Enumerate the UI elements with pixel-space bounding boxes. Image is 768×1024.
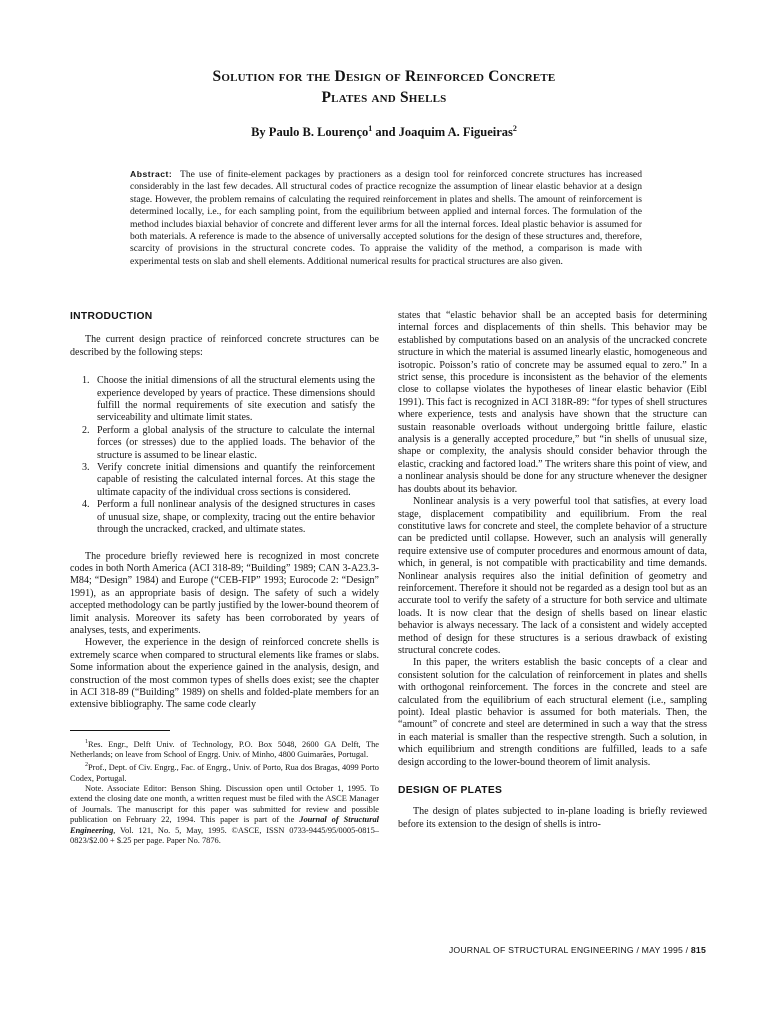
list-item bbox=[70, 375, 379, 425]
introduction-heading: INTRODUCTION bbox=[70, 311, 153, 322]
footnote-divider bbox=[70, 730, 170, 731]
editorial-note-a: Note. Associate Editor: Benson Shing. Discussion open until October 1, 1995. To extend the closing date one month, a written request must be filed with the ASCE Manager of Journals. The manuscript for this paper was submitted for review and possible publication on February 22, 1994. This paper is part of the bbox=[70, 784, 379, 825]
byline-first-author: By Paulo B. Lourenço bbox=[251, 125, 369, 140]
body-paragraph: In this paper, the writers establish the basic concepts of a clear and consistent solution for the calculation of reinforcement in plates and shells with orthogonal reinforcement. The forces in the concrete and steel are calculated from the equilibrium of each structural element (i.e., sampling point). Ideal plastic behavior is assumed for both materials. Then, the “amount” of concrete and steel are determined in such a way that the stress in each material is smaller than the respective strength. Such a solution, in which equilibrium and strength conditions are fulfilled, leads to a safe design according to the lower-bound theorem of limit analysis. bbox=[398, 657, 707, 768]
step-text: Choose the initial dimensions of all the structural elements using the experience developed by years of practice. These dimensions should fulfill the normal requirements of site execution and satisfy the serviceability and ultimate limit states. bbox=[97, 375, 375, 424]
footnote-1-marker: 1 bbox=[85, 738, 88, 745]
list-item bbox=[70, 462, 379, 499]
step-number: 3. bbox=[82, 462, 90, 474]
body-paragraph: However, the experience in the design of reinforced concrete shells is extremely scarce when compared to structural elements like frames or slabs. Some information about the experience gained in the analysis, design, and construction of the most common types of shells does exist; see the chapter in ACI 318-89 (“Building” 1989) on shells and folded-plate members for an extensive bibliography. The same code clearly bbox=[70, 637, 379, 711]
step-number: 1. bbox=[82, 375, 90, 387]
author-byline bbox=[60, 124, 708, 140]
intro-paragraph: The current design practice of reinforced concrete structures can be described by the following steps: bbox=[70, 334, 379, 358]
byline-second-author: and Joaquim A. Figueiras bbox=[372, 125, 513, 140]
title-line-2: Plates and Shells bbox=[321, 89, 447, 106]
footnote-2-text: Prof., Dept. of Civ. Engrg., Fac. of Engrg., Univ. of Porto, Rua dos Bragas, 4099 Porto Codex, Portugal. bbox=[70, 763, 379, 783]
journal-name: JOURNAL OF STRUCTURAL ENGINEERING / MAY 1995 / bbox=[448, 945, 691, 955]
byline-sup-1: 1 bbox=[368, 124, 373, 133]
left-column bbox=[70, 310, 379, 846]
abstract-text: The use of finite-element packages by practioners as a design tool for reinforced concrete structures has increased considerably in the last few decades. All structural codes of practice recognize the assumption of linear elastic behavior at a design stage. However, the problem remains of calculating the required reinforcement in plates and shells. The amount of reinforcement is determined locally, i.e., for each sampling point, from the equilibrium between applied and internal forces. The formulation of the method includes biaxial behavior of concrete and different lever arms for all the internal forces. Ideal plastic behavior is assumed for both materials. A reference is made to the absence of universally accepted solutions for the design of these structures and, therefore, scarcity of provisions in the structural concrete codes. To appraise the validity of the method, a comparison is made with experimental tests on slab and shell elements. Additional numerical results for practical structures are also given. bbox=[130, 169, 642, 267]
footnote-1 bbox=[70, 737, 379, 761]
byline-sup-2: 2 bbox=[512, 124, 517, 133]
abstract bbox=[130, 168, 642, 268]
footnote-1-text: Res. Engr., Delft Univ. of Technology, P.O. Box 5048, 2600 GA Delft, The Netherlands; on leave from School of Engrg. Univ. of Minho, 4800 Guimarães, Portugal. bbox=[70, 739, 379, 759]
footnote-2-marker: 2 bbox=[85, 762, 88, 769]
body-paragraph: states that “elastic behavior shall be an accepted basis for determining internal forces and displacements of thin shells. This behavior may be established by computations based on an analysis of the uncracked concrete structure in which the material is assumed linearly elastic, homogeneous and isotropic. Poisson’s ratio of concrete may be assumed equal to zero.” In a strict sense, this procedure is inconsistent as the behavior of the elements close to collapse violates the hypotheses of linear elastic behavior (Eibl 1991). This fact is recognized in ACI 318R-89: “for types of shell structures where experience, tests and analysis have shown that the structure can sustain reasonable overloads without undergoing brittle failure, elastic analysis is a generally accepted procedure,” but “in shells of unusual size, shape or complexity, the analysis should consider behavior through the elastic, cracking and factored load.” The writers share this point of view, and a nonlinear analysis should be done for any structure whenever the designer has doubts about its behavior. bbox=[398, 310, 707, 495]
journal-footer bbox=[449, 945, 706, 955]
list-item bbox=[70, 499, 379, 536]
step-text: Perform a global analysis of the structure to calculate the internal forces (or stresses) due to the applied loads. The behavior of the structure is assumed to be linear elastic. bbox=[97, 424, 375, 461]
body-paragraph: The procedure briefly reviewed here is recognized in most concrete codes in both North America (ACI 318-89; “Building” 1989; CAN 3-A23.3-M84; “Design” 1984) and Europe (“CEB-FIP” 1993; Eurocode 2: “Design” 1991), as an appropriate basis of design. The safety of such a widely accepted methodology can be partly justified by the lower-bound theorem of limit analysis. Moreover its safety has been corroborated by years of analyses, tests, and experiments. bbox=[70, 550, 379, 636]
body-paragraph: The design of plates subjected to in-plane loading is briefly reviewed before its extension to the design of shells is intro- bbox=[398, 806, 707, 830]
editorial-note bbox=[70, 784, 379, 846]
step-text: Verify concrete initial dimensions and quantify the reinforcement capable of resisting the calculated internal forces. At this stage the ultimate capacity of the individual cross sections is considered. bbox=[97, 462, 375, 498]
step-text: Perform a full nonlinear analysis of the designed structures in cases of unusual size, shape, or complexity, tracing out the entire behavior through the uncracked, cracked, and ultimate states. bbox=[97, 499, 375, 536]
page-number: 815 bbox=[690, 945, 706, 955]
step-number: 2. bbox=[82, 424, 90, 436]
editorial-note-journal: Journal of Structural Engineering bbox=[70, 815, 379, 835]
abstract-label: Abstract: bbox=[130, 169, 173, 179]
editorial-note-b: , Vol. 121, No. 5, May, 1995. ©ASCE, ISSN 0733-9445/95/0005-0815–0823/$2.00 + $.25 per page. Paper No. 7876. bbox=[70, 825, 379, 846]
design-of-plates-heading: DESIGN OF PLATES bbox=[398, 785, 503, 797]
body-paragraph: Nonlinear analysis is a very powerful tool that satisfies, at every load stage, displacement compatibility and equilibrium. From the real constitutive laws for concrete and steel, the complete behavior of a structure can be predicted until collapse. However, such an analysis will generally require extensive use of computer procedures and enormous amount of data, which, in general, is not compatible with practicability and time demands. Nonlinear analysis requires also the initial definition of geometry and reinforcement. Therefore it should not be regarded as a design tool but as an accurate tool to verify the safety of a structure for both service and ultimate loads. It is now clear that the design of shells based on linear elastic behavior is always necessary. The lack of a consistent and widely accepted method of design for these structures is a serious drawback of existing structural concrete codes. bbox=[398, 496, 707, 656]
right-column bbox=[398, 310, 707, 831]
paper-title bbox=[60, 66, 708, 108]
list-item bbox=[70, 425, 379, 462]
step-number: 4. bbox=[82, 499, 90, 511]
footnote-2 bbox=[70, 760, 379, 784]
title-line-1: Solution for the Design of Reinforced Concrete bbox=[212, 68, 556, 85]
design-steps-list bbox=[70, 375, 379, 536]
